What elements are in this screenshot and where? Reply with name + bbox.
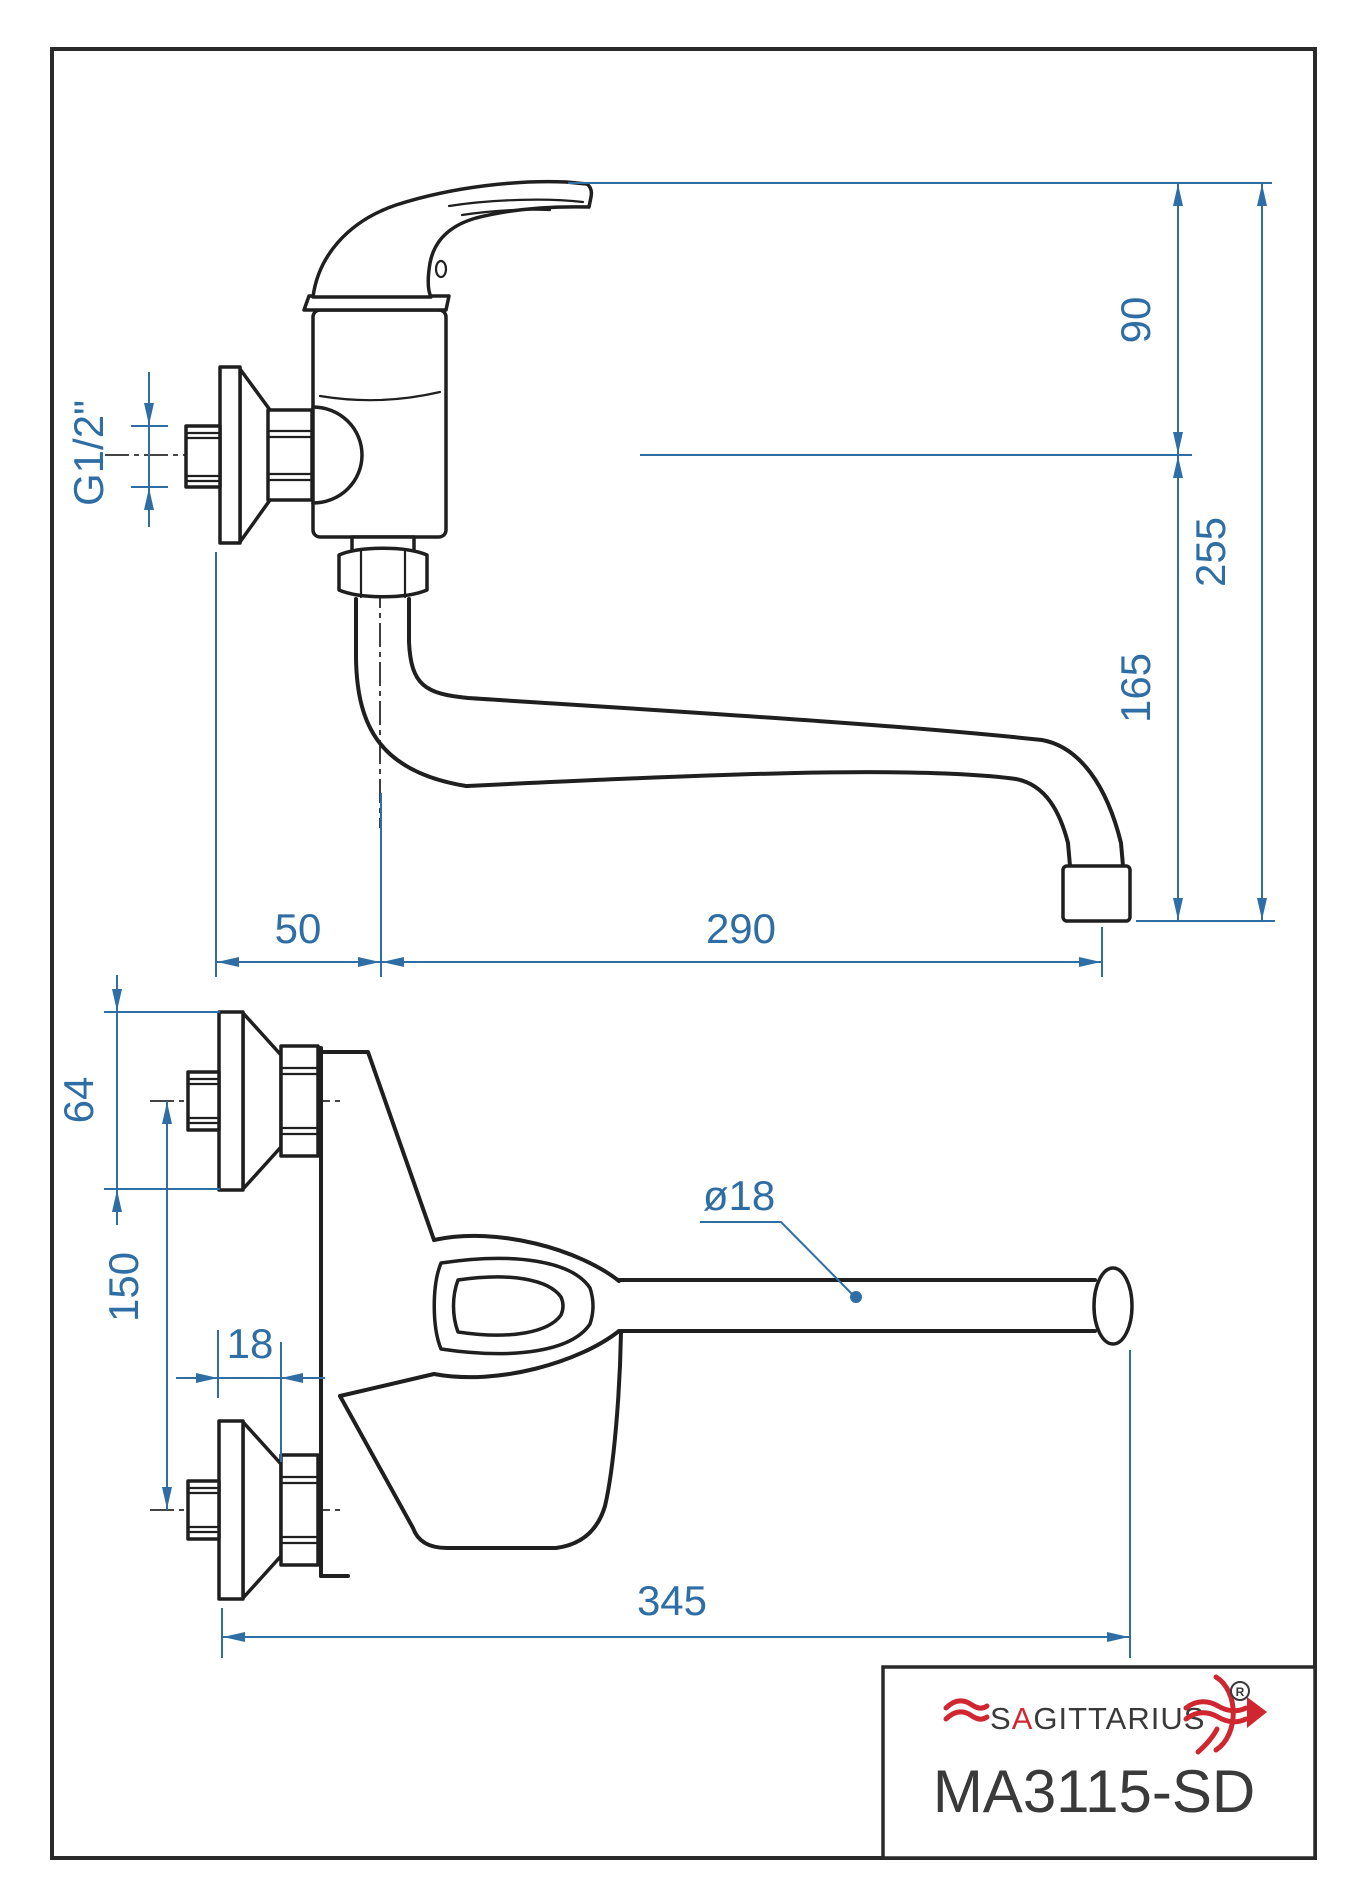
title-block xyxy=(883,1667,1315,1858)
dim-90-label: 90 xyxy=(1112,296,1159,344)
plan-spout-end-ring xyxy=(1094,1268,1132,1344)
registered-letter: R xyxy=(1235,1685,1245,1699)
plan-view xyxy=(55,975,1132,1658)
spout-inner-edge xyxy=(409,599,1123,866)
dim-90 xyxy=(1112,184,1183,455)
bottom-escutcheon xyxy=(188,1421,318,1599)
dim-18-label: 18 xyxy=(226,1320,274,1367)
swivel-nut xyxy=(339,548,427,597)
thread-stub xyxy=(186,426,220,487)
dim-64-label: 64 xyxy=(55,1076,102,1124)
dim-diameter xyxy=(700,1172,862,1303)
dim-g-thread-label: G1/2" xyxy=(65,400,112,506)
spout-nozzle xyxy=(1063,866,1130,921)
hex-nut xyxy=(268,410,312,500)
side-view xyxy=(65,182,1275,977)
brand-wordmark: SAGITTARIUS xyxy=(990,1701,1206,1736)
plan-handle-loop xyxy=(434,1258,593,1353)
dim-g-thread xyxy=(65,372,168,527)
model-number: MA3115-SD xyxy=(932,1758,1256,1825)
plan-spout-tube xyxy=(619,1268,1132,1344)
dim-290-label: 290 xyxy=(705,905,777,952)
wall-flange xyxy=(220,367,240,543)
dim-50-label: 50 xyxy=(274,905,322,952)
dim-50-290 xyxy=(216,905,1102,967)
dim-150 xyxy=(100,1101,172,1510)
dim-255-label: 255 xyxy=(1187,516,1234,588)
mixer-body xyxy=(313,310,446,537)
escutcheon-cone xyxy=(240,369,270,542)
dim-diameter-label: ø18 xyxy=(702,1172,776,1219)
top-escutcheon xyxy=(188,1012,318,1190)
leader-dot xyxy=(850,1291,862,1303)
lever-indicator-dot xyxy=(436,261,446,277)
dim-150-label: 150 xyxy=(100,1251,147,1323)
dim-345-label: 345 xyxy=(636,1577,708,1624)
dim-165-label: 165 xyxy=(1112,652,1159,724)
dim-345 xyxy=(222,1350,1130,1658)
dim-255 xyxy=(1187,184,1267,920)
